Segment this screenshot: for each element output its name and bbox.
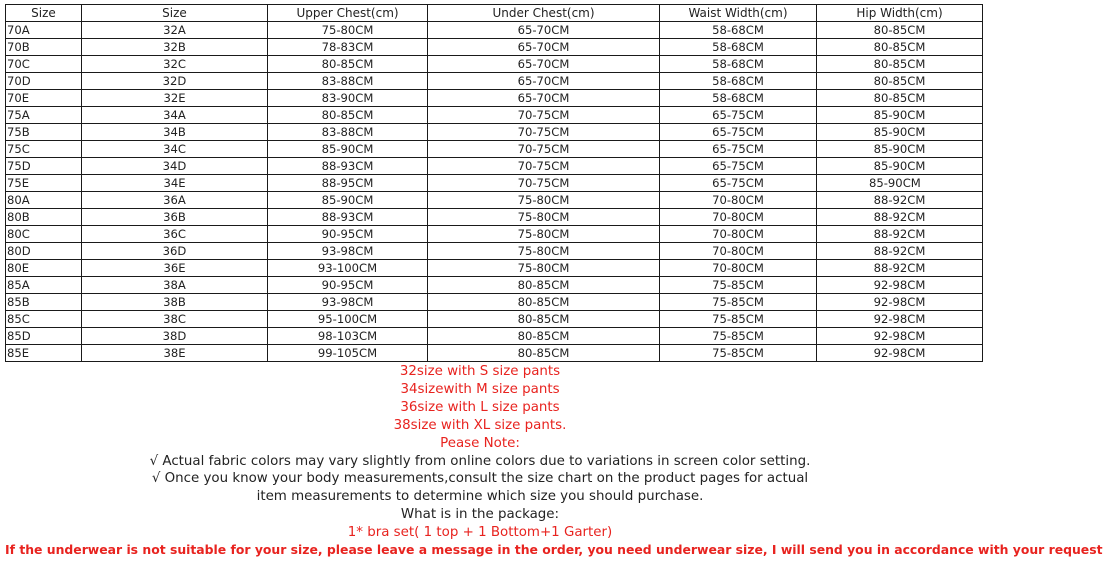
table-row: [6, 175, 983, 192]
cell-upper-chest: 93-98CM: [268, 294, 428, 311]
cell-size-eu: 70A: [6, 22, 82, 39]
cell-waist-width: 75-85CM: [660, 294, 817, 311]
table-row: [6, 311, 983, 328]
cell-size-us: 36E: [82, 260, 268, 277]
table-row: [6, 294, 983, 311]
cell-upper-chest: 93-98CM: [268, 243, 428, 260]
cell-size-us: 34A: [82, 107, 268, 124]
cell-waist-width: 70-80CM: [660, 192, 817, 209]
cell-waist-width: 70-80CM: [660, 260, 817, 277]
cell-upper-chest: 80-85CM: [268, 56, 428, 73]
cell-under-chest: 80-85CM: [428, 311, 660, 328]
table-row: [6, 141, 983, 158]
note-fabric-colors: √ Actual fabric colors may vary slightly from online colors due to variations in screen color setting.: [149, 453, 811, 469]
header-size-eu: Size: [6, 5, 82, 22]
cell-size-eu: 85A: [6, 277, 82, 294]
cell-size-us: 32B: [82, 39, 268, 56]
cell-upper-chest: 83-90CM: [268, 90, 428, 107]
table-row: [6, 90, 983, 107]
table-row: [6, 73, 983, 90]
cell-upper-chest: 83-88CM: [268, 73, 428, 90]
table-row: [6, 328, 983, 345]
cell-waist-width: 75-85CM: [660, 277, 817, 294]
cell-size-us: 38A: [82, 277, 268, 294]
cell-under-chest: 70-75CM: [428, 158, 660, 175]
table-row: [6, 345, 983, 362]
table-row: [6, 277, 983, 294]
cell-size-eu: 85E: [6, 345, 82, 362]
table-row: [6, 158, 983, 175]
table-row: [6, 39, 983, 56]
cell-waist-width: 65-75CM: [660, 141, 817, 158]
cell-under-chest: 65-70CM: [428, 39, 660, 56]
cell-size-eu: 85B: [6, 294, 82, 311]
cell-hip-width: 88-92CM: [817, 260, 983, 277]
size-notes: [0, 363, 968, 542]
cell-size-us: 34C: [82, 141, 268, 158]
cell-under-chest: 80-85CM: [428, 345, 660, 362]
cell-size-eu: 80A: [6, 192, 82, 209]
cell-under-chest: 65-70CM: [428, 73, 660, 90]
cell-size-us: 38B: [82, 294, 268, 311]
cell-size-us: 36A: [82, 192, 268, 209]
header-size-us: Size: [82, 5, 268, 22]
header-waist-width: Waist Width(cm): [660, 5, 817, 22]
cell-waist-width: 75-85CM: [660, 311, 817, 328]
please-note-heading: Pease Note:: [440, 435, 520, 451]
cell-size-eu: 75B: [6, 124, 82, 141]
cell-hip-width: 88-92CM: [817, 192, 983, 209]
package-contents: 1* bra set( 1 top + 1 Bottom+1 Garter): [347, 525, 613, 541]
cell-upper-chest: 78-83CM: [268, 39, 428, 56]
cell-waist-width: 65-75CM: [660, 124, 817, 141]
cell-waist-width: 58-68CM: [660, 39, 817, 56]
cell-hip-width: 80-85CM: [817, 73, 983, 90]
size-request-warning: If the underwear is not suitable for your size, please leave a message in the order, you need underwear size, I will send you in accordance with your request: [5, 542, 1103, 557]
cell-size-eu: 80C: [6, 226, 82, 243]
cell-size-us: 36D: [82, 243, 268, 260]
cell-under-chest: 75-80CM: [428, 192, 660, 209]
cell-hip-width: 80-85CM: [817, 22, 983, 39]
cell-hip-width: 80-85CM: [817, 39, 983, 56]
cell-under-chest: 70-75CM: [428, 141, 660, 158]
cell-size-eu: 80E: [6, 260, 82, 277]
cell-hip-width: 88-92CM: [817, 226, 983, 243]
cell-hip-width: 85-90CM: [817, 141, 983, 158]
cell-hip-width: 85-90CM: [817, 107, 983, 124]
cell-waist-width: 58-68CM: [660, 90, 817, 107]
cell-size-eu: 85C: [6, 311, 82, 328]
cell-hip-width: 88-92CM: [817, 209, 983, 226]
cell-size-eu: 80B: [6, 209, 82, 226]
cell-waist-width: 70-80CM: [660, 226, 817, 243]
cell-under-chest: 65-70CM: [428, 22, 660, 39]
cell-under-chest: 80-85CM: [428, 328, 660, 345]
cell-under-chest: 75-80CM: [428, 260, 660, 277]
table-row: [6, 192, 983, 209]
cell-size-us: 38E: [82, 345, 268, 362]
cell-size-eu: 75E: [6, 175, 82, 192]
table-row: [6, 124, 983, 141]
table-row: [6, 226, 983, 243]
pants-note-38: 38size with XL size pants.: [393, 417, 567, 433]
cell-under-chest: 75-80CM: [428, 243, 660, 260]
cell-waist-width: 65-75CM: [660, 107, 817, 124]
cell-under-chest: 65-70CM: [428, 90, 660, 107]
cell-size-us: 32C: [82, 56, 268, 73]
table-row: [6, 243, 983, 260]
cell-size-eu: 80D: [6, 243, 82, 260]
cell-size-eu: 70B: [6, 39, 82, 56]
cell-upper-chest: 88-95CM: [268, 175, 428, 192]
cell-waist-width: 58-68CM: [660, 22, 817, 39]
cell-size-us: 34E: [82, 175, 268, 192]
cell-under-chest: 65-70CM: [428, 56, 660, 73]
cell-size-eu: 75C: [6, 141, 82, 158]
cell-size-eu: 70E: [6, 90, 82, 107]
table-header-row: [6, 5, 983, 22]
cell-upper-chest: 88-93CM: [268, 158, 428, 175]
cell-upper-chest: 95-100CM: [268, 311, 428, 328]
package-heading: What is in the package:: [400, 507, 560, 523]
cell-waist-width: 70-80CM: [660, 209, 817, 226]
cell-size-eu: 70D: [6, 73, 82, 90]
cell-upper-chest: 83-88CM: [268, 124, 428, 141]
cell-hip-width: 80-85CM: [817, 90, 983, 107]
cell-waist-width: 75-85CM: [660, 328, 817, 345]
cell-upper-chest: 90-95CM: [268, 226, 428, 243]
cell-waist-width: 58-68CM: [660, 56, 817, 73]
cell-size-us: 38C: [82, 311, 268, 328]
cell-size-eu: 70C: [6, 56, 82, 73]
cell-under-chest: 75-80CM: [428, 209, 660, 226]
cell-hip-width: 92-98CM: [817, 277, 983, 294]
table-row: [6, 56, 983, 73]
pants-note-32: 32size with S size pants: [399, 364, 561, 379]
cell-hip-width: 85-90CM: [817, 158, 983, 175]
cell-waist-width: 65-75CM: [660, 175, 817, 192]
cell-size-us: 34D: [82, 158, 268, 175]
cell-under-chest: 70-75CM: [428, 124, 660, 141]
table-row: [6, 22, 983, 39]
size-chart-body: [6, 22, 983, 362]
cell-size-us: 32D: [82, 73, 268, 90]
cell-size-eu: 75A: [6, 107, 82, 124]
cell-waist-width: 65-75CM: [660, 158, 817, 175]
table-row: [6, 260, 983, 277]
cell-upper-chest: 93-100CM: [268, 260, 428, 277]
cell-waist-width: 75-85CM: [660, 345, 817, 362]
table-row: [6, 209, 983, 226]
cell-under-chest: 75-80CM: [428, 226, 660, 243]
cell-under-chest: 70-75CM: [428, 107, 660, 124]
cell-upper-chest: 90-95CM: [268, 277, 428, 294]
cell-hip-width: 88-92CM: [817, 243, 983, 260]
cell-hip-width: 85-90CM: [817, 124, 983, 141]
pants-note-34: 34sizewith M size pants: [400, 381, 560, 397]
cell-waist-width: 58-68CM: [660, 73, 817, 90]
cell-size-us: 32E: [82, 90, 268, 107]
cell-under-chest: 80-85CM: [428, 294, 660, 311]
cell-under-chest: 80-85CM: [428, 277, 660, 294]
cell-size-us: 36C: [82, 226, 268, 243]
cell-size-eu: 85D: [6, 328, 82, 345]
cell-under-chest: 70-75CM: [428, 175, 660, 192]
cell-waist-width: 70-80CM: [660, 243, 817, 260]
header-hip-width: Hip Width(cm): [817, 5, 983, 22]
size-chart-table: [5, 4, 983, 362]
cell-hip-width: 85-90CM: [817, 175, 983, 192]
table-row: [6, 107, 983, 124]
cell-hip-width: 92-98CM: [817, 311, 983, 328]
cell-upper-chest: 85-90CM: [268, 192, 428, 209]
header-upper-chest: Upper Chest(cm): [268, 5, 428, 22]
cell-upper-chest: 75-80CM: [268, 22, 428, 39]
cell-hip-width: 92-98CM: [817, 294, 983, 311]
pants-note-36: 36size with L size pants: [400, 399, 560, 415]
cell-hip-width: 80-85CM: [817, 56, 983, 73]
cell-size-us: 34B: [82, 124, 268, 141]
cell-size-eu: 75D: [6, 158, 82, 175]
note-measurements-1: √ Once you know your body measurements,consult the size chart on the product pages for actual: [151, 471, 809, 487]
cell-size-us: 32A: [82, 22, 268, 39]
cell-hip-width: 92-98CM: [817, 328, 983, 345]
cell-size-us: 38D: [82, 328, 268, 345]
cell-upper-chest: 99-105CM: [268, 345, 428, 362]
cell-upper-chest: 98-103CM: [268, 328, 428, 345]
cell-upper-chest: 88-93CM: [268, 209, 428, 226]
header-under-chest: Under Chest(cm): [428, 5, 660, 22]
cell-upper-chest: 80-85CM: [268, 107, 428, 124]
cell-upper-chest: 85-90CM: [268, 141, 428, 158]
note-measurements-2: item measurements to determine which size you should purchase.: [256, 489, 704, 505]
cell-size-us: 36B: [82, 209, 268, 226]
cell-hip-width: 92-98CM: [817, 345, 983, 362]
